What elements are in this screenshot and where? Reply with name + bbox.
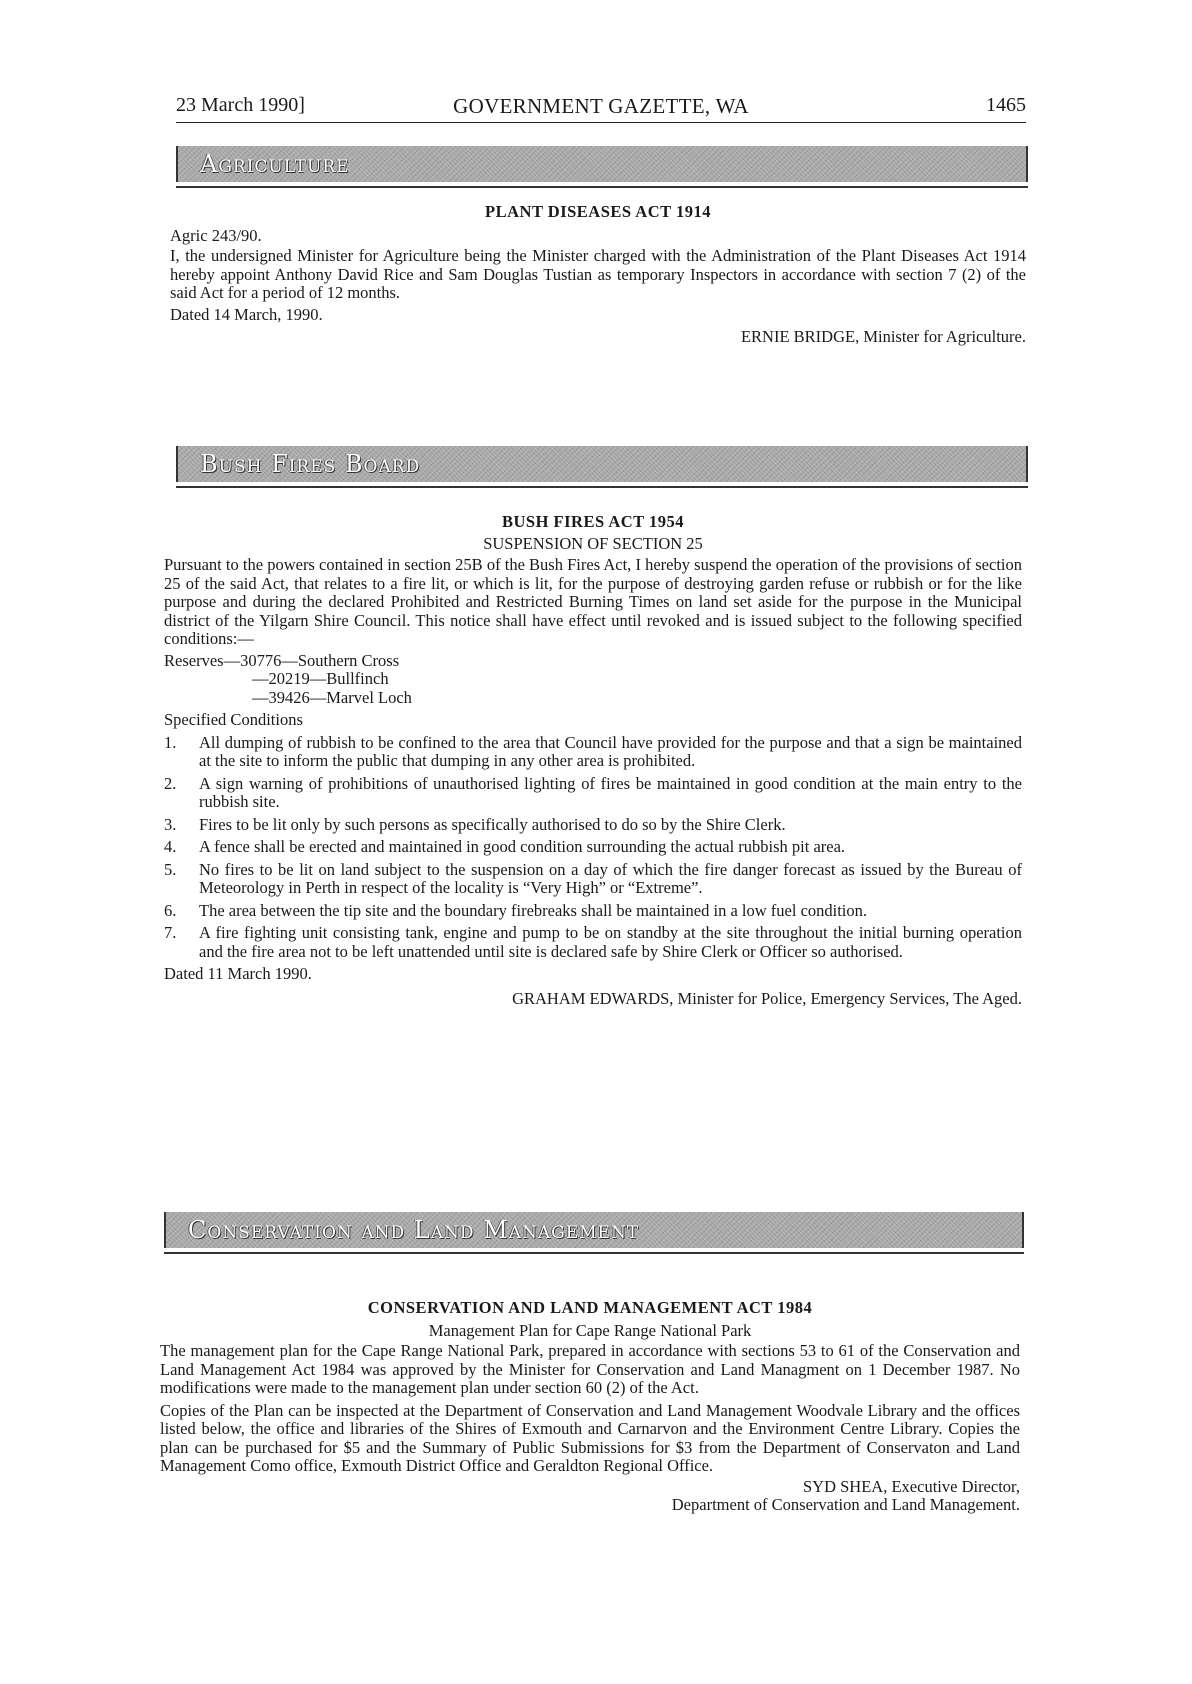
condition-number: 6. xyxy=(164,900,177,920)
header-title: GOVERNMENT GAZETTE, WA xyxy=(453,94,749,118)
conservation-signatory-1: SYD SHEA, Executive Director, xyxy=(803,1476,1020,1496)
agriculture-body: I, the undersigned Minister for Agriculture being the Minister charged with the Administration of the Plant Diseases Act 1914 hereby appoint Anthony David Rice and Sam Douglas Tustian as temporary Inspectors in accordance with section 7 (2) of the said Act for a period of 12 months. xyxy=(170,246,1026,302)
bush-fires-body: Pursuant to the powers contained in section 25B of the Bush Fires Act, I hereby suspend the operation of the provisions of section 25 of the said Act, that relates to a fire lit, or which is lit, for the purpose of destroying garden refuse or rubbish or for the like purpose and during the declared Prohibited and Restricted Burning Times on land set aside for the purpose in the Municipal district of the Yilgarn Shire Council. This notice shall have effect until revoked and is issued subject to the following specified conditions:— xyxy=(164,555,1022,648)
bush-fires-signatory: GRAHAM EDWARDS, Minister for Police, Emergency Services, The Aged. xyxy=(512,988,1022,1008)
bush-fires-dated: Dated 11 March 1990. xyxy=(164,964,312,983)
condition-item xyxy=(164,816,1022,835)
condition-item xyxy=(164,902,1022,921)
agriculture-dated: Dated 14 March, 1990. xyxy=(170,304,323,324)
condition-number: 5. xyxy=(164,859,177,879)
reserves-list xyxy=(164,652,1022,708)
page-header xyxy=(176,92,1026,123)
bush-fires-rule xyxy=(176,486,1028,488)
reserve-line: Reserves—30776—Southern Cross xyxy=(164,650,400,670)
conservation-subtitle: Management Plan for Cape Range National Park xyxy=(428,1320,752,1340)
agriculture-band-title: Agriculture xyxy=(200,150,350,178)
condition-item xyxy=(164,734,1022,771)
condition-number: 1. xyxy=(164,732,177,752)
condition-number: 7. xyxy=(164,923,177,942)
condition-item xyxy=(164,775,1022,812)
header-date: 23 March 1990] xyxy=(176,94,305,116)
condition-text: No fires to be lit on land subject to the suspension on a day of which the fire danger forecast as issued by the Bureau of Meteorology in Perth in respect of the locality is “Very High” or “Extreme”. xyxy=(199,859,1022,897)
bush-fires-subtitle: SUSPENSION OF SECTION 25 xyxy=(483,533,703,553)
condition-item xyxy=(164,838,1022,857)
conservation-band xyxy=(164,1212,1024,1248)
agriculture-reference: Agric 243/90. xyxy=(170,225,262,245)
conditions-list xyxy=(164,734,1022,962)
conditions-heading: Specified Conditions xyxy=(164,710,303,729)
conservation-band-title: Conservation and Land Management xyxy=(188,1216,640,1244)
agriculture-band xyxy=(176,146,1028,182)
agriculture-rule xyxy=(176,186,1028,188)
agriculture-section xyxy=(170,203,1026,347)
conservation-rule xyxy=(164,1252,1024,1254)
bush-fires-act-title: BUSH FIRES ACT 1954 xyxy=(501,512,685,531)
condition-text: All dumping of rubbish to be confined to the area that Council have provided for the purpose and that a sign be maintained at the site to inform the public that dumping in any other area is prohibited. xyxy=(199,732,1022,770)
condition-number: 3. xyxy=(164,814,177,834)
conservation-body-2: Copies of the Plan can be inspected at the Department of Conservation and Land Management Woodvale Library and the offices listed below, the office and libraries of the Shires of Exmouth and Carnarvon and the Environment Centre Library. Copies the plan can be purchased for $5 and the Summary of Public Submissions for $3 from the Department of Conservaton and Land Management Como office, Exmouth District Office and Geraldton Regional Office. xyxy=(160,1400,1020,1475)
condition-item xyxy=(164,924,1022,961)
page-number: 1465 xyxy=(986,94,1026,116)
bush-fires-section xyxy=(164,513,1022,1008)
agriculture-act-title: PLANT DISEASES ACT 1914 xyxy=(485,202,711,221)
condition-number: 2. xyxy=(164,773,177,793)
conservation-body-1: The management plan for the Cape Range National Park, prepared in accordance with sections 53 to 61 of the Conservation and Land Management Act 1984 was approved by the Minister for Conservation and Land Managment on 1 December 1987. No modifications were made to the management plan under section 60 (2) of the Act. xyxy=(160,1341,1020,1397)
bush-fires-band-title: Bush Fires Board xyxy=(200,450,421,478)
condition-text: A fence shall be erected and maintained in good condition surrounding the actual rubbish pit area. xyxy=(199,837,846,856)
condition-text: The area between the tip site and the boundary firebreaks shall be maintained in a low fuel condition. xyxy=(199,900,868,920)
agriculture-signatory: ERNIE BRIDGE, Minister for Agriculture. xyxy=(740,327,1026,346)
condition-number: 4. xyxy=(164,837,177,856)
conservation-signatory-2: Department of Conservation and Land Management. xyxy=(671,1495,1020,1514)
condition-item xyxy=(164,861,1022,898)
condition-text: A fire fighting unit consisting tank, engine and pump to be on standby at the site throughout the initial burning operation and the fire area not to be left unattended until site is declared safe by Shire Clerk or Officer so authorised. xyxy=(199,923,1022,961)
bush-fires-band xyxy=(176,446,1028,482)
reserve-line: —39426—Marvel Loch xyxy=(252,687,412,707)
conservation-section xyxy=(160,1299,1020,1515)
reserve-line: —20219—Bullfinch xyxy=(252,669,389,688)
conservation-act-title: CONSERVATION AND LAND MANAGEMENT ACT 1984 xyxy=(367,1298,813,1317)
condition-text: A sign warning of prohibitions of unauthorised lighting of fires be maintained in good condition at the main entry to the rubbish site. xyxy=(199,773,1022,811)
condition-text: Fires to be lit only by such persons as specifically authorised to do so by the Shire Clerk. xyxy=(199,814,786,834)
